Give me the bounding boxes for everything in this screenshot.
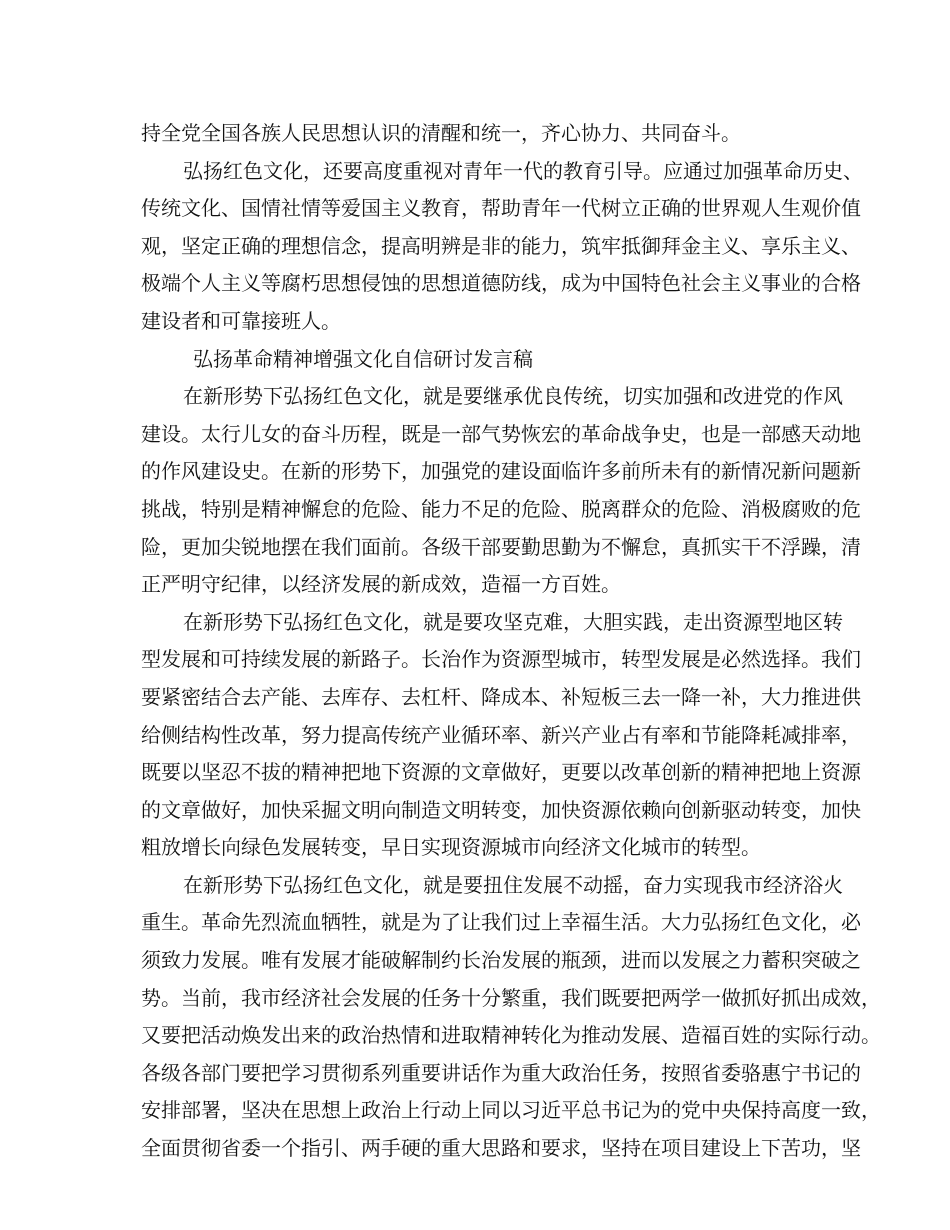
- text-line: 观，坚定正确的理想信念，提高明辨是非的能力，筑牢抵御拜金主义、享乐主义、: [141, 233, 861, 258]
- paragraph-start-line: 在新形势下弘扬红色文化，就是要攻坚克难，大胆实践，走出资源型地区转: [183, 609, 843, 634]
- text-line: 的作风建设史。在新的形势下，加强党的建设面临许多前所未有的新情况新问题新: [141, 459, 861, 484]
- text-line: 的文章做好，加快采掘文明向制造文明转变，加快资源依赖向创新驱动转变，加快: [141, 797, 861, 822]
- text-line: 型发展和可持续发展的新路子。长治作为资源型城市，转型发展是必然选择。我们: [141, 647, 861, 672]
- text-line: 重生。革命先烈流血牺牲，就是为了让我们过上幸福生活。大力弘扬红色文化，必: [141, 910, 861, 935]
- document-body: [141, 115, 881, 1168]
- text-line: 正严明守纪律，以经济发展的新成效，造福一方百姓。: [141, 572, 621, 597]
- text-line: 安排部署，坚决在思想上政治上行动上同以习近平总书记为的党中央保持高度一致，: [141, 1098, 881, 1123]
- text-line: 建设。太行儿女的奋斗历程，既是一部气势恢宏的革命战争史，也是一部感天动地: [141, 421, 861, 446]
- text-line: 要紧密结合去产能、去库存、去杠杆、降成本、补短板三去一降一补，大力推进供: [141, 684, 861, 709]
- text-line: 险，更加尖锐地摆在我们面前。各级干部要勤思勤为不懈怠，真抓实干不浮躁，清: [141, 534, 861, 559]
- text-line: 持全党全国各族人民思想认识的清醒和统一，齐心协力、共同奋斗。: [141, 121, 741, 145]
- paragraph-start-line: 弘扬红色文化，还要高度重视对青年一代的教育引导。应通过加强革命历史、: [183, 158, 863, 183]
- text-line: 粗放增长向绿色发展转变，早日实现资源城市向经济文化城市的转型。: [141, 835, 761, 860]
- text-line: 各级各部门要把学习贯彻系列重要讲话作为重大政治任务，按照省委骆惠宁书记的: [141, 1060, 861, 1085]
- text-line: 全面贯彻省委一个指引、两手硬的重大思路和要求，坚持在项目建设上下苦功，坚: [141, 1136, 861, 1161]
- text-line: 挑战，特别是精神懈怠的危险、能力不足的危险、脱离群众的危险、消极腐败的危: [141, 496, 861, 521]
- paragraph-start-line: 在新形势下弘扬红色文化，就是要继承优良传统，切实加强和改进党的作风: [183, 384, 843, 409]
- paragraph-start-line: 在新形势下弘扬红色文化，就是要扭住发展不动摇，奋力实现我市经济浴火: [183, 872, 843, 897]
- text-line: 建设者和可靠接班人。: [141, 308, 341, 333]
- section-title: 弘扬革命精神增强文化自信研讨发言稿: [193, 346, 533, 371]
- text-line: 给侧结构性改革，努力提高传统产业循环率、新兴产业占有率和节能降耗减排率，: [141, 722, 861, 747]
- text-line: 传统文化、国情社情等爱国主义教育，帮助青年一代树立正确的世界观人生观价值: [141, 196, 861, 221]
- text-line: 须致力发展。唯有发展才能破解制约长治发展的瓶颈，进而以发展之力蓄积突破之: [141, 948, 861, 973]
- text-line: 势。当前，我市经济社会发展的任务十分繁重，我们既要把两学一做抓好抓出成效，: [141, 985, 881, 1010]
- text-line: 极端个人主义等腐朽思想侵蚀的思想道德防线，成为中国特色社会主义事业的合格: [141, 271, 861, 296]
- text-line: 既要以坚忍不拔的精神把地下资源的文章做好，更要以改革创新的精神把地上资源: [141, 760, 861, 785]
- text-line: 又要把活动焕发出来的政治热情和进取精神转化为推动发展、造福百姓的实际行动。: [141, 1023, 881, 1048]
